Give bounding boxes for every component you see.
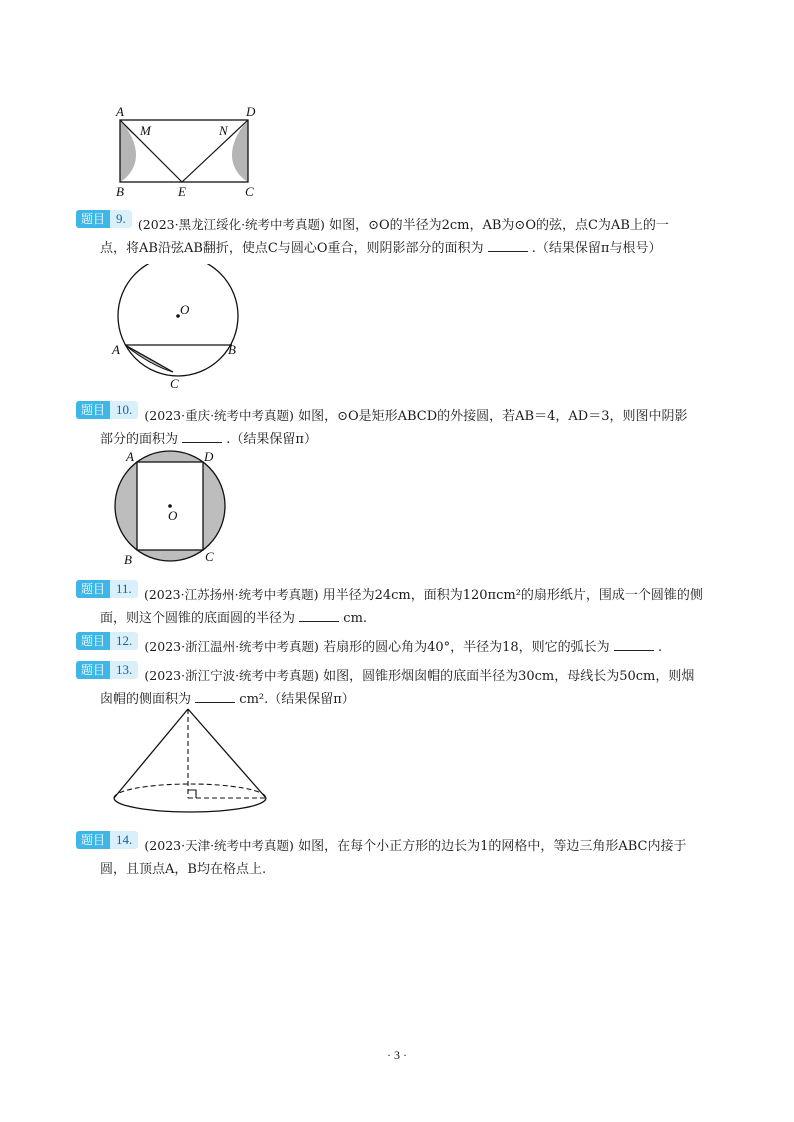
answer-blank[interactable] — [614, 638, 654, 651]
label-C: C — [170, 376, 179, 391]
question-12 — [76, 632, 726, 659]
answer-blank[interactable] — [299, 609, 339, 622]
question-source: (2023·天津·统考中考真题) — [144, 838, 294, 853]
question-text-tail: . — [657, 640, 663, 655]
question-11 — [76, 580, 726, 630]
answer-blank[interactable] — [182, 430, 222, 443]
figure-circle-rectangle — [110, 448, 240, 572]
label-D: D — [246, 104, 256, 119]
label-A: A — [112, 342, 120, 357]
label-M: M — [140, 123, 151, 138]
question-source: (2023·黑龙江绥化·统考中考真题) — [137, 217, 325, 232]
question-text-line2: 囱帽的侧面积为 — [100, 692, 192, 707]
label-C: C — [205, 549, 214, 564]
question-text-line1: 用半径为24cm，面积为120πcm²的扇形纸片，围成一个圆锥的侧 — [322, 588, 703, 603]
label-C: C — [245, 184, 254, 199]
question-source: (2023·浙江宁波·统考中考真题) — [144, 668, 319, 683]
question-text-line2: 部分的面积为 — [100, 432, 179, 447]
label-E: E — [178, 184, 186, 199]
question-source: (2023·重庆·统考中考真题) — [144, 408, 294, 423]
question-text-line1: 如图，圆锥形烟囱帽的底面半径为30cm，母线长为50cm，则烟 — [323, 669, 695, 684]
page-number: · 3 · — [387, 1048, 407, 1062]
question-source: (2023·浙江温州·统考中考真题) — [144, 639, 319, 654]
question-text-tail: cm. — [343, 611, 368, 626]
question-text-line2: 点，将AB沿弦AB翻折，使点C与圆心O重合，则阴影部分的面积为 — [100, 241, 484, 256]
question-text-tail: cm².（结果保留π） — [239, 692, 355, 707]
question-tag: 题目 9. — [76, 210, 132, 228]
label-A: A — [126, 449, 134, 464]
question-14 — [76, 831, 726, 881]
question-text-line1: 如图，⊙O是矩形ABCD的外接圆，若AB＝4，AD＝3，则图中阴影 — [298, 409, 688, 424]
question-text-line1: 若扇形的圆心角为40°，半径为18，则它的弧长为 — [323, 640, 610, 655]
answer-blank[interactable] — [195, 690, 235, 703]
question-text-tail: .（结果保留π） — [226, 432, 317, 447]
label-B: B — [116, 184, 124, 199]
question-tag: 题目 14. — [76, 831, 138, 849]
question-text-line1: 如图，在每个小正方形的边长为1的网格中，等边三角形ABC内接于 — [298, 839, 687, 854]
question-tag: 题目 13. — [76, 661, 138, 679]
figure-circle-chord — [110, 264, 250, 394]
question-text-line1: 如图，⊙O的半径为2cm，AB为⊙O的弦，点C为AB上的一 — [329, 218, 669, 233]
question-tag: 题目 11. — [76, 580, 138, 598]
label-B: B — [228, 342, 236, 357]
question-tag: 题目 12. — [76, 632, 138, 650]
question-source: (2023·江苏扬州·统考中考真题) — [143, 587, 319, 602]
label-D: D — [204, 449, 214, 464]
question-10 — [76, 401, 726, 451]
label-O: O — [180, 302, 190, 317]
label-B: B — [124, 552, 132, 567]
label-N: N — [219, 123, 228, 138]
label-A: A — [116, 104, 124, 119]
figure-rectangle-arcs — [108, 100, 268, 200]
answer-blank[interactable] — [488, 239, 528, 252]
figure-cone — [108, 704, 274, 822]
question-text-tail: .（结果保留π与根号） — [531, 241, 662, 256]
question-text-line2: 圆，且顶点A，B均在格点上. — [100, 862, 267, 877]
question-9 — [76, 210, 726, 260]
label-O: O — [168, 508, 178, 523]
question-text-line2: 面，则这个圆锥的底面圆的半径为 — [100, 611, 296, 626]
question-tag: 题目 10. — [76, 401, 138, 419]
